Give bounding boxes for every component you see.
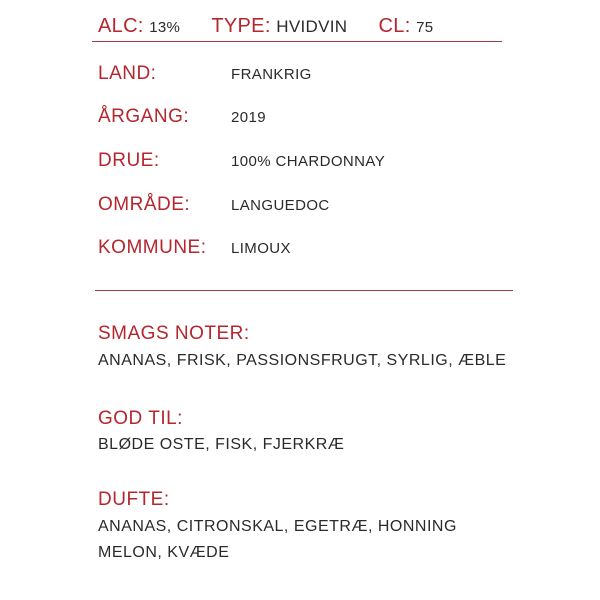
top-divider: [92, 41, 502, 42]
kommune-label: KOMMUNE:: [98, 237, 207, 258]
aromas-heading: DUFTE:: [98, 489, 170, 510]
cl-value: 75: [416, 19, 434, 36]
drue-value: 100% CHARDONNAY: [231, 153, 386, 170]
cl-label: CL:: [378, 15, 411, 37]
land-value: FRANKRIG: [231, 66, 312, 83]
argang-label: ÅRGANG:: [98, 106, 190, 127]
aromas-text-line1: ANANAS, CITRONSKAL, EGETRÆ, HONNING: [98, 518, 457, 535]
pairing-text: BLØDE OSTE, FISK, FJERKRÆ: [98, 436, 345, 453]
tasting-notes-text: ANANAS, FRISK, PASSIONSFRUGT, SYRLIG, ÆBLE: [98, 352, 507, 369]
tasting-notes-heading: SMAGS NOTER:: [98, 323, 250, 344]
type-label: TYPE:: [211, 15, 271, 37]
drue-label: DRUE:: [98, 150, 160, 171]
pairing-heading: GOD TIL:: [98, 408, 183, 429]
alc-label: ALC:: [98, 15, 144, 37]
land-label: LAND:: [98, 63, 157, 84]
aromas-text-line2: MELON, KVÆDE: [98, 544, 230, 561]
omrade-label: OMRÅDE:: [98, 194, 191, 215]
omrade-value: LANGUEDOC: [231, 197, 330, 214]
middle-divider: [95, 290, 513, 291]
type-value: HVIDVIN: [276, 17, 348, 36]
argang-value: 2019: [231, 109, 266, 126]
kommune-value: LIMOUX: [231, 240, 291, 257]
alc-value: 13%: [149, 19, 181, 36]
header-line: [98, 15, 433, 38]
